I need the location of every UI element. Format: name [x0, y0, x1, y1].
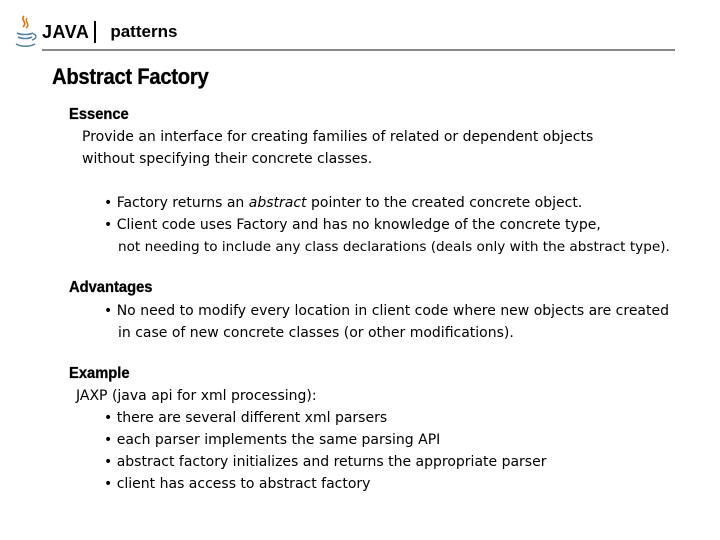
essence-bullet-1-pre: • Factory returns an: [104, 195, 249, 211]
list-item: • there are several different xml parsers: [104, 410, 388, 426]
list-item: • each parser implements the same parsing API: [104, 432, 441, 448]
list-item: • abstract factory initializes and returns the appropriate parser: [104, 454, 547, 470]
example-intro: JAXP (java api for xml processing):: [76, 388, 317, 404]
brand-label: JAVA: [42, 21, 90, 42]
essence-heading: Essence: [69, 106, 129, 123]
example-heading: Example: [69, 365, 130, 382]
essence-description-line1: Provide an interface for creating families of related or dependent objects: [82, 129, 594, 145]
slide-header: [12, 12, 177, 52]
slide-title: Abstract Factory: [52, 64, 209, 89]
essence-description-line2: without specifying their concrete classes.: [82, 151, 373, 167]
essence-bullet-2-line2: not needing to include any class declarations (deals only with the abstract type).: [118, 239, 670, 255]
advantages-heading: Advantages: [69, 279, 153, 296]
brand-subtitle: patterns: [110, 22, 178, 41]
advantages-bullet-1-line2: in case of new concrete classes (or other modifications).: [118, 325, 514, 341]
essence-bullet-2-line1: • Client code uses Factory and has no knowledge of the concrete type,: [104, 217, 601, 233]
advantages-bullet-1-line1: • No need to modify every location in client code where new objects are created: [104, 303, 670, 319]
essence-bullet-1-em: abstract: [248, 195, 307, 211]
header-divider: [42, 49, 675, 51]
essence-bullet-1: [104, 192, 582, 214]
java-coffee-cup-icon: [12, 14, 38, 50]
brand-divider: [94, 21, 96, 43]
essence-bullet-1-post: pointer to the created concrete object.: [306, 195, 583, 211]
list-item: • client has access to abstract factory: [104, 476, 371, 492]
